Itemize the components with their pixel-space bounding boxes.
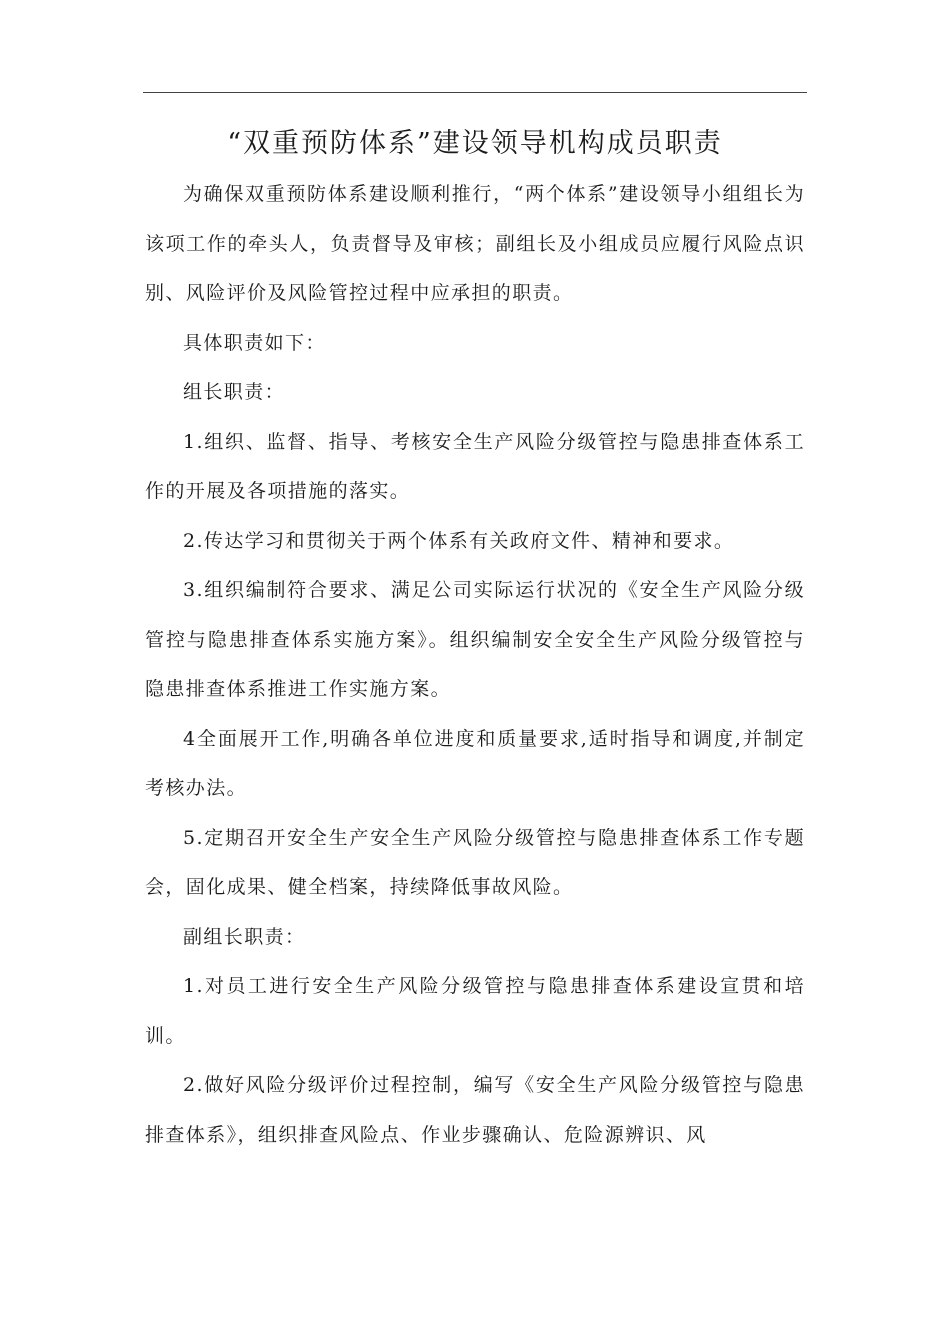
header-rule xyxy=(143,92,807,93)
paragraph-intro: 为确保双重预防体系建设顺利推行，“两个体系”建设领导小组组长为该项工作的牵头人，负责督导及审核；副组长及小组成员应履行风险点识别、风险评价及风险管控过程中应承担的职责。 xyxy=(145,183,805,304)
deputy-duty-1: 1.对员工进行安全生产风险分级管控与隐患排查体系建设宣贯和培训。 xyxy=(145,975,805,1047)
leader-duty-1: 1.组织、监督、指导、考核安全生产风险分级管控与隐患排查体系工作的开展及各项措施的落实。 xyxy=(145,430,805,502)
document-title: “双重预防体系”建设领导机构成员职责 xyxy=(227,128,723,159)
leader-duty-5: 5.定期召开安全生产安全生产风险分级管控与隐患排查体系工作专题会，固化成果、健全档案，持续降低事故风险。 xyxy=(145,826,805,898)
leader-duty-4: 4全面展开工作,明确各单位进度和质量要求,适时指导和调度,并制定考核办法。 xyxy=(145,727,805,799)
deputy-duty-2: 2.做好风险分级评价过程控制，编写《安全生产风险分级管控与隐患排查体系》，组织排查风险点、作业步骤确认、危险源辨识、风 xyxy=(145,1074,805,1146)
leader-duty-2: 2.传达学习和贯彻关于两个体系有关政府文件、精神和要求。 xyxy=(183,529,735,552)
section-heading-leader: 组长职责： xyxy=(183,381,286,403)
leader-duty-3: 3.组织编制符合要求、满足公司实际运行状况的《安全生产风险分级管控与隐患排查体系实施方案》。组织编制安全安全生产风险分级管控与隐患排查体系推进工作实施方案。 xyxy=(145,579,805,700)
document-body xyxy=(145,170,805,1160)
paragraph-duties-intro: 具体职责如下： xyxy=(183,331,326,354)
section-heading-deputy: 副组长职责： xyxy=(183,925,306,948)
